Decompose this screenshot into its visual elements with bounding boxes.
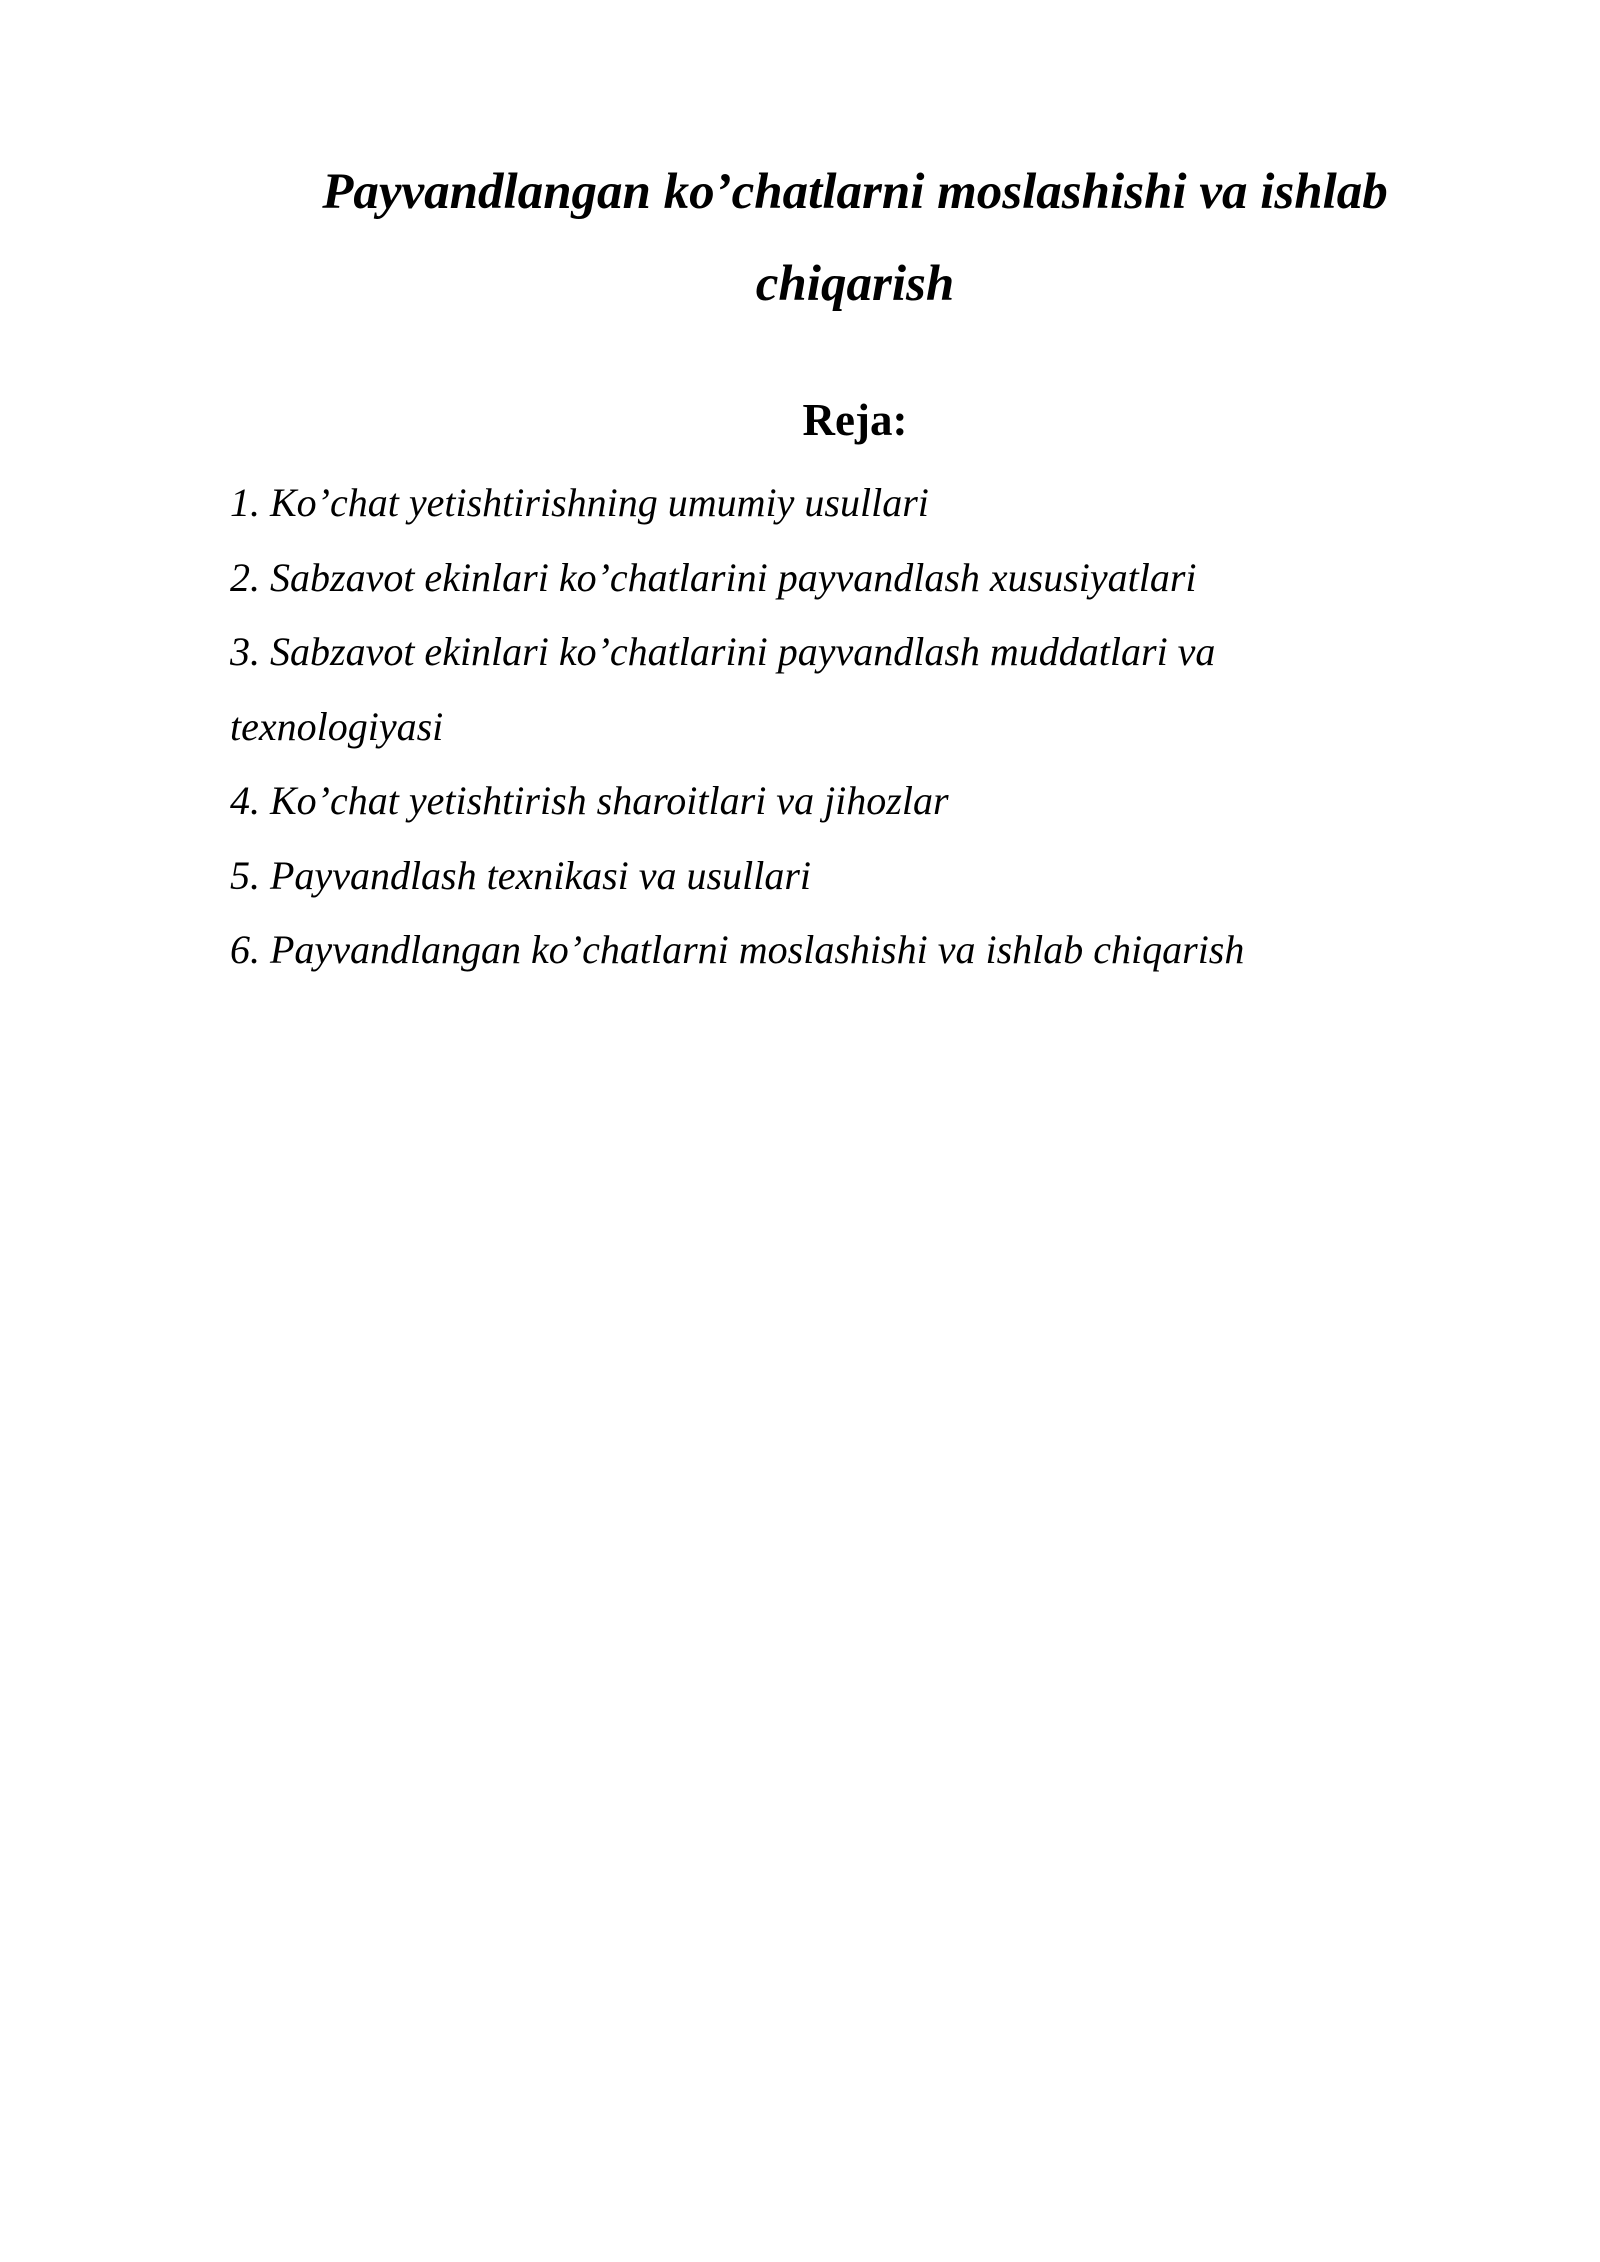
plan-item: 2. Sabzavot ekinlari ko’chatlarini payvandlash xususiyatlari [230, 554, 1197, 600]
plan-item: 6. Payvandlangan ko’chatlarni moslashishi va ishlab chiqarish [230, 927, 1245, 972]
plan-item: 3. Sabzavot ekinlari ko’chatlarini payvandlash muddatlari va texnologiyasi [230, 629, 1216, 749]
plan-heading: Reja: [802, 395, 908, 445]
plan-item: 1. Ko’chat yetishtirishning umumiy usullari [230, 480, 929, 525]
plan-list [230, 466, 1410, 988]
document-title: Payvandlangan ko’chatlarni moslashishi va ishlab chiqarish [322, 164, 1388, 312]
plan-item: 5. Payvandlash texnikasi va usullari [230, 852, 812, 898]
plan-item: 4. Ko’chat yetishtirish sharoitlari va jihozlar [230, 778, 949, 823]
